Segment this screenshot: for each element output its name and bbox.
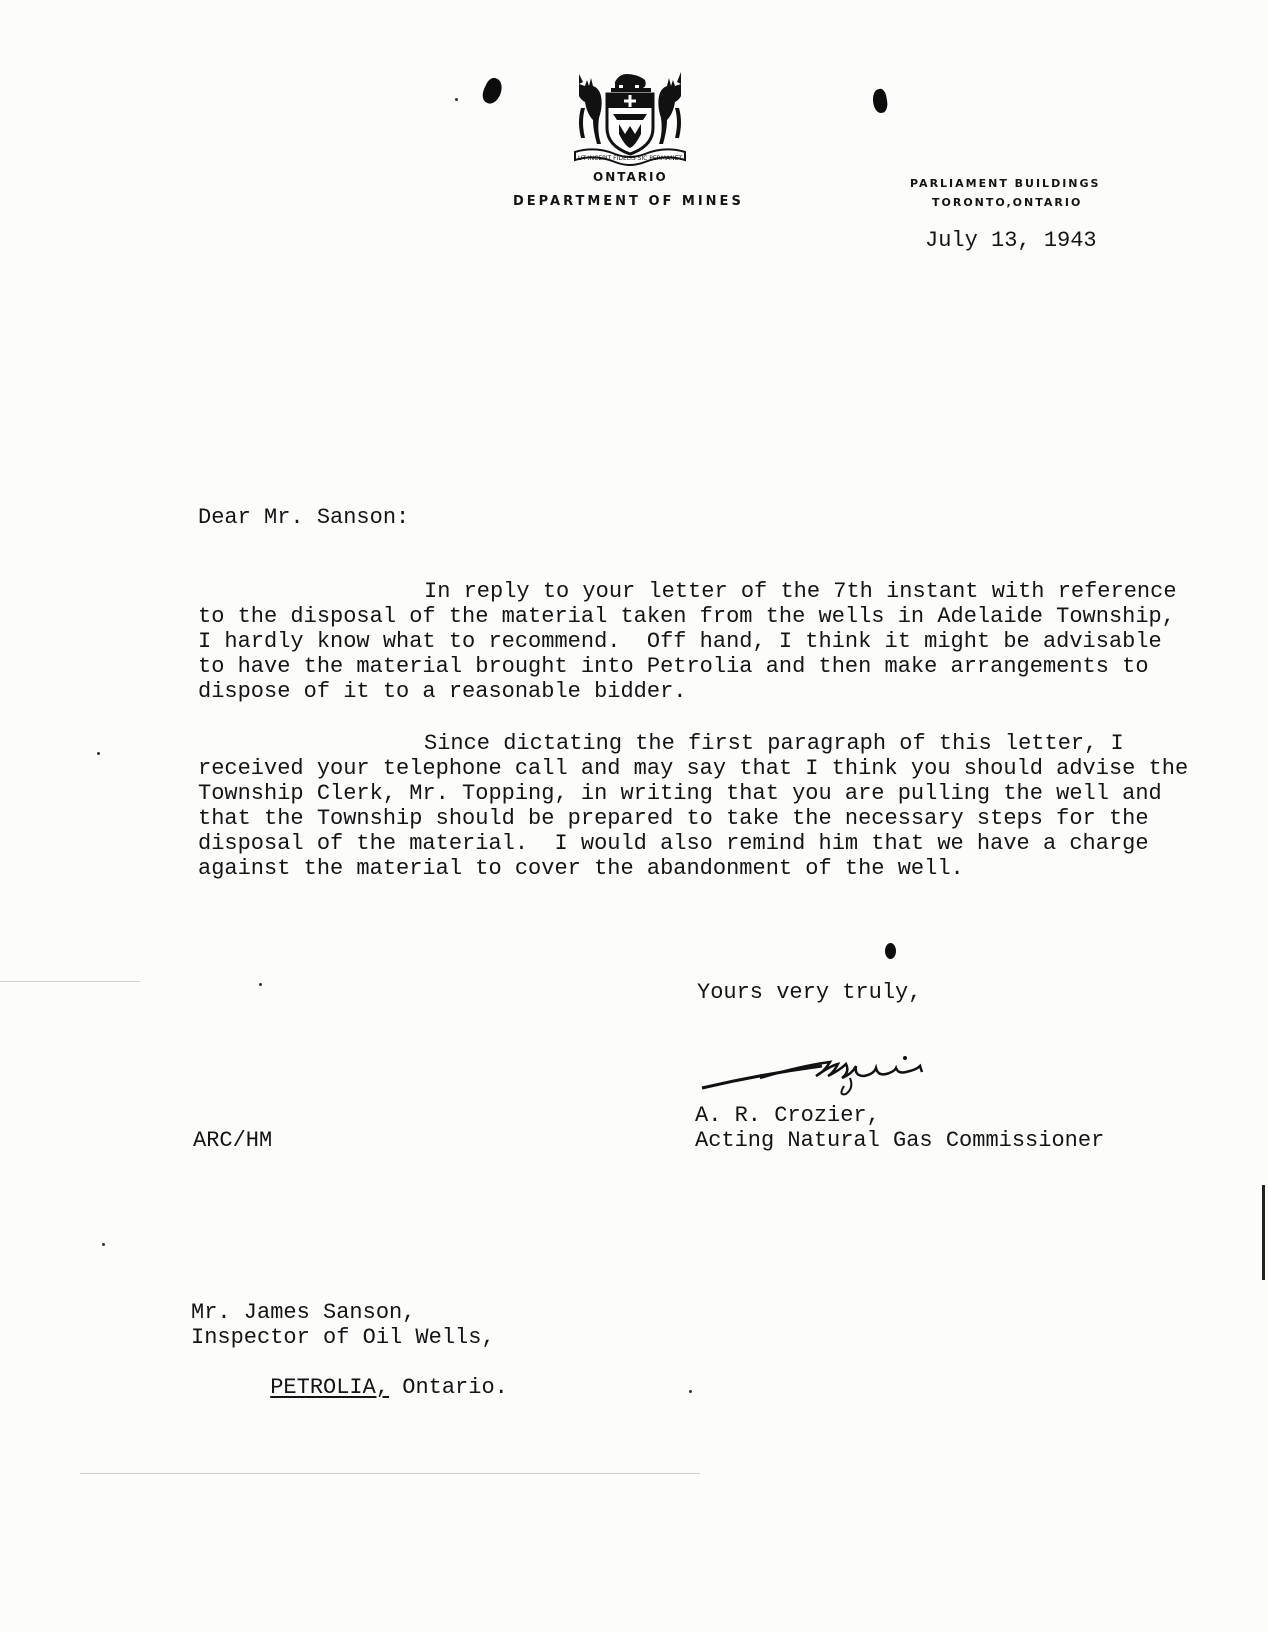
recipient-name: Mr. James Sanson, (191, 1300, 416, 1325)
paragraph-line: dispose of it to a reasonable bidder. (198, 679, 687, 704)
paragraph-line: In reply to your letter of the 7th instant with reference (424, 579, 1177, 604)
speck (102, 1243, 105, 1246)
handwritten-signature-icon (700, 1050, 970, 1100)
scan-line (0, 981, 140, 982)
paragraph-line: received your telephone call and may say that I think you should advise the (198, 756, 1189, 781)
letterhead-address-line2: TORONTO,ONTARIO (932, 196, 1083, 209)
letterhead-address-line1: PARLIAMENT BUILDINGS (910, 177, 1101, 190)
recipient-province: Ontario. (389, 1375, 508, 1400)
signer-name: A. R. Crozier, (695, 1103, 880, 1128)
signer-title: Acting Natural Gas Commissioner (695, 1128, 1105, 1153)
speck (455, 98, 458, 101)
recipient-position: Inspector of Oil Wells, (191, 1325, 495, 1350)
scan-edge-mark (1262, 1185, 1265, 1280)
closing: Yours very truly, (697, 980, 922, 1005)
reference-initials: ARC/HM (193, 1128, 273, 1153)
letterhead-department: DEPARTMENT OF MINES (513, 194, 744, 209)
paragraph-line: to have the material brought into Petrolia and then make arrangements to (198, 654, 1149, 679)
svg-text:UT INCEPIT FIDELIS SIC PERMANE: UT INCEPIT FIDELIS SIC PERMANET (577, 155, 683, 162)
salutation: Dear Mr. Sanson: (198, 505, 410, 530)
ink-blot-right (871, 88, 889, 114)
paragraph-line: disposal of the material. I would also remind him that we have a charge (198, 831, 1149, 856)
ink-blot-closing (885, 943, 896, 959)
speck (259, 983, 262, 986)
scan-line (80, 1473, 700, 1474)
speck (689, 1390, 692, 1393)
paragraph-line: Since dictating the first paragraph of this letter, I (424, 731, 1124, 756)
letter-date: July 13, 1943 (925, 228, 1097, 253)
paragraph-line: Township Clerk, Mr. Topping, in writing that you are pulling the well and (198, 781, 1162, 806)
letterhead-province: ONTARIO (593, 170, 668, 184)
ink-blot-left (479, 76, 505, 107)
ontario-coat-of-arms-icon (571, 68, 689, 172)
paragraph-line: that the Township should be prepared to take the necessary steps for the (198, 806, 1149, 831)
recipient-city: PETROLIA, (270, 1375, 390, 1400)
recipient-location (191, 1350, 508, 1425)
paragraph-line: I hardly know what to recommend. Off hand, I think it might be advisable (198, 629, 1162, 654)
speck (97, 752, 100, 755)
paragraph-line: against the material to cover the abandonment of the well. (198, 856, 964, 881)
paragraph-line: to the disposal of the material taken from the wells in Adelaide Township, (198, 604, 1175, 629)
